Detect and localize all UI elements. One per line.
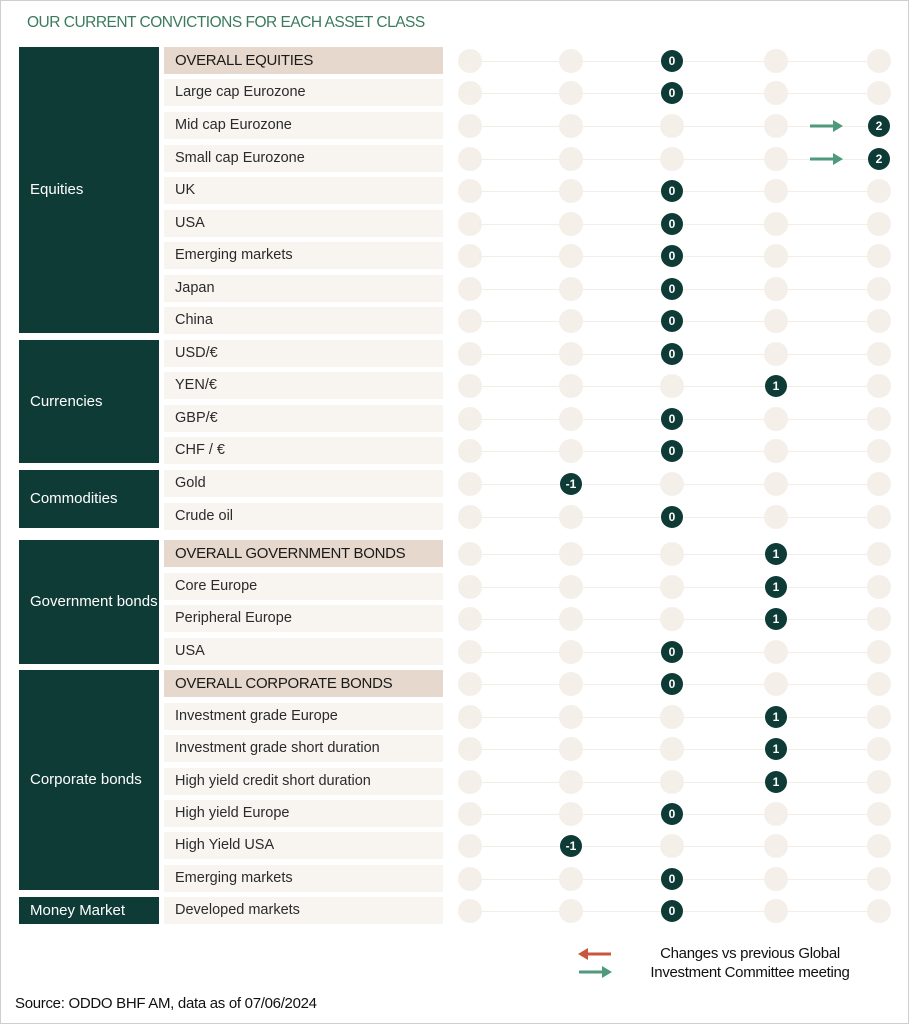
scale-dot xyxy=(867,672,891,696)
score-badge: 1 xyxy=(765,771,787,793)
row-label: OVERALL CORPORATE BONDS xyxy=(164,670,443,697)
category-corporate-bonds: Corporate bonds xyxy=(19,670,159,890)
scale-dot xyxy=(559,277,583,301)
scale-dot xyxy=(660,542,684,566)
scale-dot xyxy=(867,244,891,268)
score-badge: 1 xyxy=(765,738,787,760)
score-badge: 0 xyxy=(661,82,683,104)
legend-text xyxy=(625,944,875,982)
scale-dot xyxy=(764,179,788,203)
scale-dot xyxy=(559,212,583,236)
scale-dot xyxy=(867,770,891,794)
scale-dot xyxy=(764,867,788,891)
scale-dot xyxy=(559,114,583,138)
scale-dot xyxy=(764,439,788,463)
scale-dot xyxy=(559,309,583,333)
scale-dot xyxy=(867,705,891,729)
row-label: Investment grade short duration xyxy=(164,735,443,762)
change-up-arrow-icon xyxy=(809,153,843,165)
scale-dot xyxy=(559,439,583,463)
score-badge: 1 xyxy=(765,543,787,565)
row-label: High yield Europe xyxy=(164,800,443,827)
scale-dot xyxy=(867,277,891,301)
scale-dot xyxy=(559,407,583,431)
scale-dot xyxy=(764,802,788,826)
scale-dot xyxy=(559,899,583,923)
scale-dot xyxy=(867,505,891,529)
scale-dot xyxy=(660,374,684,398)
scale-dot xyxy=(559,374,583,398)
scale-dot xyxy=(764,899,788,923)
score-badge: 1 xyxy=(765,706,787,728)
row-label: Core Europe xyxy=(164,573,443,600)
row-label: Large cap Eurozone xyxy=(164,79,443,106)
scale-dot xyxy=(559,505,583,529)
scale-dot xyxy=(559,342,583,366)
scale-dot xyxy=(458,867,482,891)
score-badge: 0 xyxy=(661,673,683,695)
source-note: Source: ODDO BHF AM, data as of 07/06/2024 xyxy=(15,995,317,1012)
scale-dot xyxy=(660,472,684,496)
scale-dot xyxy=(764,672,788,696)
scale-dot xyxy=(458,737,482,761)
legend-down-arrow-icon xyxy=(578,948,612,960)
row-label: UK xyxy=(164,177,443,204)
scale-dot xyxy=(458,147,482,171)
scale-dot xyxy=(458,179,482,203)
row-label: High yield credit short duration xyxy=(164,768,443,795)
row-label: Investment grade Europe xyxy=(164,703,443,730)
scale-dot xyxy=(458,49,482,73)
row-label: USA xyxy=(164,638,443,665)
scale-dot xyxy=(559,179,583,203)
scale-dot xyxy=(867,439,891,463)
scale-dot xyxy=(559,737,583,761)
row-label: USD/€ xyxy=(164,340,443,367)
scale-dot xyxy=(458,542,482,566)
change-up-arrow-icon xyxy=(809,120,843,132)
category-equities: Equities xyxy=(19,47,159,333)
scale-dot xyxy=(867,575,891,599)
scale-dot xyxy=(764,244,788,268)
scale-dot xyxy=(458,705,482,729)
row-label: GBP/€ xyxy=(164,405,443,432)
scale-dot xyxy=(867,342,891,366)
scale-dot xyxy=(867,607,891,631)
scale-dot xyxy=(559,770,583,794)
scale-dot xyxy=(764,407,788,431)
scale-dot xyxy=(458,802,482,826)
score-badge: 0 xyxy=(661,343,683,365)
score-badge: 0 xyxy=(661,310,683,332)
scale-dot xyxy=(559,81,583,105)
scale-dot xyxy=(764,834,788,858)
scale-dot xyxy=(764,505,788,529)
scale-dot xyxy=(458,575,482,599)
score-badge: 2 xyxy=(868,115,890,137)
scale-dot xyxy=(867,374,891,398)
scale-dot xyxy=(458,374,482,398)
scale-dot xyxy=(559,705,583,729)
scale-dot xyxy=(660,147,684,171)
scale-dot xyxy=(559,542,583,566)
score-badge: 1 xyxy=(765,576,787,598)
scale-dot xyxy=(867,49,891,73)
scale-dot xyxy=(660,737,684,761)
scale-dot xyxy=(458,607,482,631)
scale-dot xyxy=(867,802,891,826)
legend-line-2: Investment Committee meeting xyxy=(650,964,850,981)
category-currencies: Currencies xyxy=(19,340,159,463)
scale-dot xyxy=(764,147,788,171)
scale-dot xyxy=(867,899,891,923)
scale-dot xyxy=(764,277,788,301)
scale-dot xyxy=(559,802,583,826)
scale-dot xyxy=(458,342,482,366)
scale-dot xyxy=(867,81,891,105)
legend-up-arrow-icon xyxy=(578,966,612,978)
score-badge: 2 xyxy=(868,148,890,170)
scale-dot xyxy=(559,147,583,171)
scale-dot xyxy=(458,114,482,138)
row-label: Developed markets xyxy=(164,897,443,924)
scale-dot xyxy=(764,309,788,333)
score-badge: -1 xyxy=(560,473,582,495)
scale-dot xyxy=(867,834,891,858)
scale-dot xyxy=(559,672,583,696)
scale-dot xyxy=(559,244,583,268)
scale-dot xyxy=(764,114,788,138)
score-badge: 0 xyxy=(661,641,683,663)
scale-dot xyxy=(867,212,891,236)
scale-dot xyxy=(559,640,583,664)
scale-dot xyxy=(764,49,788,73)
legend-line-1: Changes vs previous Global xyxy=(660,945,840,962)
scale-dot xyxy=(458,277,482,301)
score-badge: 0 xyxy=(661,408,683,430)
score-badge: 0 xyxy=(661,506,683,528)
score-badge: 0 xyxy=(661,245,683,267)
scale-dot xyxy=(458,505,482,529)
scale-dot xyxy=(660,114,684,138)
row-label: Mid cap Eurozone xyxy=(164,112,443,139)
scale-dot xyxy=(764,342,788,366)
scale-dot xyxy=(458,81,482,105)
score-badge: 0 xyxy=(661,213,683,235)
scale-dot xyxy=(660,607,684,631)
scale-dot xyxy=(764,212,788,236)
row-label: USA xyxy=(164,210,443,237)
row-label: High Yield USA xyxy=(164,832,443,859)
category-commodities: Commodities xyxy=(19,470,159,528)
scale-dot xyxy=(559,49,583,73)
scale-dot xyxy=(660,705,684,729)
scale-dot xyxy=(458,640,482,664)
scale-dot xyxy=(867,407,891,431)
score-badge: 0 xyxy=(661,278,683,300)
scale-dot xyxy=(458,244,482,268)
row-label: China xyxy=(164,307,443,334)
scale-dot xyxy=(660,834,684,858)
scale-dot xyxy=(458,309,482,333)
scale-dot xyxy=(867,472,891,496)
row-label: Emerging markets xyxy=(164,865,443,892)
score-badge: 0 xyxy=(661,180,683,202)
score-badge: 0 xyxy=(661,440,683,462)
scale-dot xyxy=(764,81,788,105)
row-label: Gold xyxy=(164,470,443,497)
row-label: Japan xyxy=(164,275,443,302)
row-label: Small cap Eurozone xyxy=(164,145,443,172)
scale-dot xyxy=(660,575,684,599)
row-label: Emerging markets xyxy=(164,242,443,269)
category-government-bonds: Government bonds xyxy=(19,540,159,664)
row-label: CHF / € xyxy=(164,437,443,464)
scale-dot xyxy=(559,867,583,891)
scale-dot xyxy=(867,867,891,891)
row-label: YEN/€ xyxy=(164,372,443,399)
scale-dot xyxy=(458,770,482,794)
scale-dot xyxy=(660,770,684,794)
scale-dot xyxy=(559,575,583,599)
scale-dot xyxy=(867,179,891,203)
row-label: Peripheral Europe xyxy=(164,605,443,632)
score-badge: 0 xyxy=(661,803,683,825)
scale-dot xyxy=(764,472,788,496)
scale-dot xyxy=(867,542,891,566)
page-title: OUR CURRENT CONVICTIONS FOR EACH ASSET CLASS xyxy=(27,14,425,31)
scale-dot xyxy=(458,472,482,496)
score-badge: 1 xyxy=(765,375,787,397)
row-label: Crude oil xyxy=(164,503,443,530)
scale-dot xyxy=(867,737,891,761)
score-badge: 0 xyxy=(661,900,683,922)
scale-dot xyxy=(559,607,583,631)
score-badge: 0 xyxy=(661,50,683,72)
scale-dot xyxy=(764,640,788,664)
scale-dot xyxy=(458,834,482,858)
scale-dot xyxy=(458,407,482,431)
scale-dot xyxy=(458,899,482,923)
score-badge: 1 xyxy=(765,608,787,630)
score-badge: -1 xyxy=(560,835,582,857)
scale-dot xyxy=(458,439,482,463)
scale-dot xyxy=(458,212,482,236)
scale-dot xyxy=(458,672,482,696)
row-label: OVERALL GOVERNMENT BONDS xyxy=(164,540,443,567)
row-label: OVERALL EQUITIES xyxy=(164,47,443,74)
scale-dot xyxy=(867,640,891,664)
category-money-market: Money Market xyxy=(19,897,159,924)
score-badge: 0 xyxy=(661,868,683,890)
scale-dot xyxy=(867,309,891,333)
